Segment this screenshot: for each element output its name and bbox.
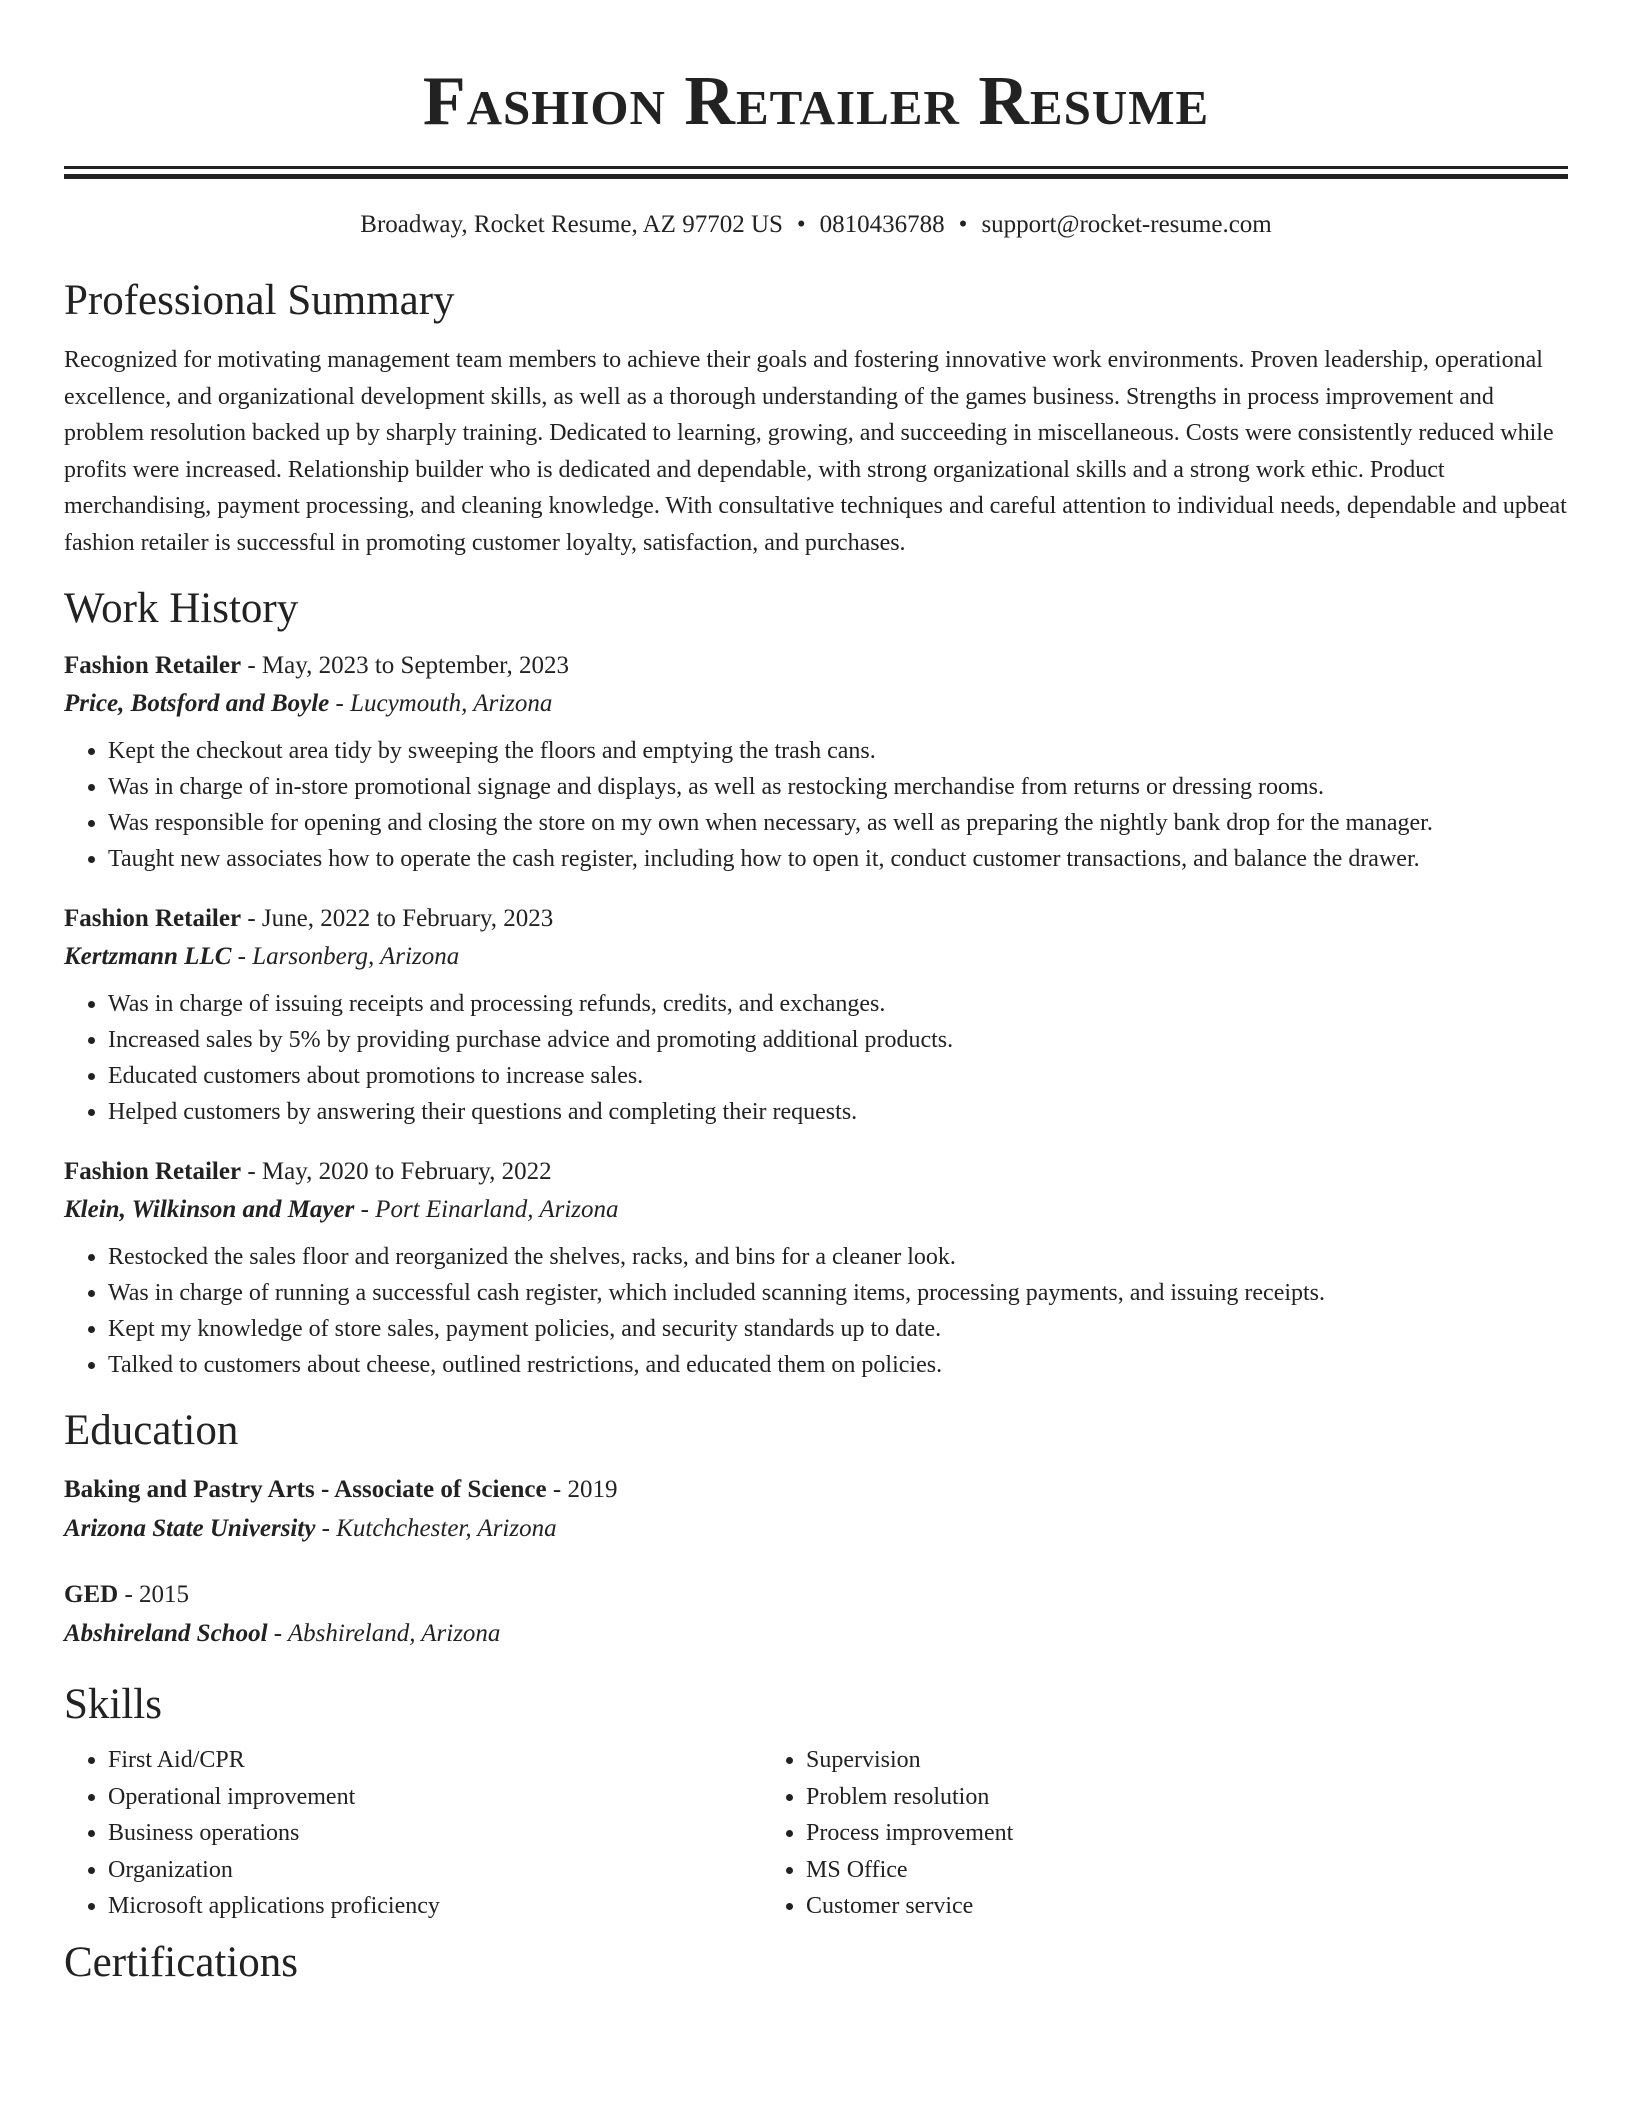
- list-item: • Organization: [108, 1852, 762, 1889]
- skills-list: [64, 1742, 1568, 1925]
- job-dates: - June, 2022 to February, 2023: [241, 905, 554, 932]
- job-location: - Lucymouth, Arizona: [329, 690, 553, 717]
- job-role: Fashion Retailer: [64, 652, 242, 679]
- job-title-line: [64, 647, 1568, 685]
- education-degree: Baking and Pastry Arts - Associate of Science: [64, 1476, 547, 1503]
- skills-heading: Skills: [64, 1681, 162, 1728]
- education-school: Abshireland School: [64, 1620, 268, 1647]
- job-company-line: [64, 685, 1568, 723]
- list-item: • Supervision: [806, 1742, 1462, 1779]
- job-company-line: [64, 938, 1568, 976]
- job-entry: [64, 900, 1568, 1130]
- education-heading: Education: [64, 1407, 239, 1454]
- job-company-line: [64, 1191, 1568, 1229]
- list-item: • Was in charge of in-store promotional signage and displays, as well as restocking merchandise from returns or dressing rooms.: [108, 769, 1568, 805]
- job-dates: - May, 2020 to February, 2022: [241, 1158, 552, 1185]
- job-company: Price, Botsford and Boyle: [64, 690, 330, 717]
- education-year: - 2019: [546, 1476, 618, 1503]
- list-item: • Problem resolution: [806, 1779, 1462, 1816]
- list-item: • Kept the checkout area tidy by sweeping the floors and emptying the trash cans.: [108, 733, 1568, 769]
- job-bullets: [64, 986, 1568, 1130]
- education-location: - Kutchchester, Arizona: [315, 1515, 557, 1542]
- list-item: • Helped customers by answering their questions and completing their requests.: [108, 1094, 1568, 1130]
- job-entry: [64, 647, 1568, 877]
- education-location: - Abshireland, Arizona: [267, 1620, 501, 1647]
- list-item: • Process improvement: [806, 1815, 1462, 1852]
- education-school: Arizona State University: [64, 1515, 316, 1542]
- summary-heading: Professional Summary: [64, 277, 455, 324]
- summary-text: Recognized for motivating management team members to achieve their goals and fostering innovative work environments. Proven leadership, operational excellence, and organizational development skills, as well as a thorough understanding of the games business. Strengths in process improvement and problem resolution backed up by sharply training. Dedicated to learning, growing, and succeeding in miscellaneous. Costs were consistently reduced while profits were increased. Relationship builder who is dedicated and dependable, with strong organizational skills and a strong work ethic. Product merchandising, payment processing, and cleaning knowledge. With consultative techniques and careful attention to individual needs, dependable and upbeat fashion retailer is successful in promoting customer loyalty, satisfaction, and purchases.: [64, 347, 1567, 556]
- job-role: Fashion Retailer: [64, 905, 242, 932]
- job-entry: [64, 1153, 1568, 1383]
- job-role: Fashion Retailer: [64, 1158, 242, 1185]
- list-item: • Microsoft applications proficiency: [108, 1888, 762, 1925]
- list-item: • Taught new associates how to operate the cash register, including how to open it, conduct customer transactions, and balance the drawer.: [108, 841, 1568, 877]
- list-item: • Was responsible for opening and closing the store on my own when necessary, as well as preparing the nightly bank drop for the manager.: [108, 805, 1568, 841]
- list-item: • Was in charge of running a successful cash register, which included scanning items, processing payments, and issuing receipts.: [108, 1275, 1568, 1311]
- education-school-line: [64, 1614, 1568, 1653]
- job-location: - Larsonberg, Arizona: [231, 943, 460, 970]
- contact-phone: 0810436788: [819, 211, 945, 238]
- contact-email: support@rocket-resume.com: [981, 211, 1272, 238]
- certifications-heading: Certifications: [64, 1938, 299, 1986]
- resume-title: Fashion Retailer Resume: [422, 63, 1210, 140]
- contact-line: [64, 209, 1568, 241]
- job-dates: - May, 2023 to September, 2023: [241, 652, 569, 679]
- education-entry: [64, 1575, 1568, 1653]
- job-company: Kertzmann LLC: [64, 943, 232, 970]
- contact-separator: •: [958, 211, 968, 238]
- education-year: - 2015: [118, 1581, 190, 1608]
- list-item: • Customer service: [806, 1888, 1462, 1925]
- job-location: - Port Einarland, Arizona: [354, 1196, 619, 1223]
- skills-column-right: [762, 1742, 1462, 1925]
- job-title-line: [64, 1153, 1568, 1191]
- contact-address: Broadway, Rocket Resume, AZ 97702 US: [360, 211, 783, 238]
- education-degree-line: [64, 1575, 1568, 1614]
- education-school-line: [64, 1509, 1568, 1548]
- list-item: • Increased sales by 5% by providing purchase advice and promoting additional products.: [108, 1022, 1568, 1058]
- list-item: • MS Office: [806, 1852, 1462, 1889]
- job-bullets: [64, 1239, 1568, 1383]
- education-degree-line: [64, 1470, 1568, 1509]
- education-degree: GED: [64, 1581, 119, 1608]
- list-item: • Restocked the sales floor and reorganized the shelves, racks, and bins for a cleaner look.: [108, 1239, 1568, 1275]
- list-item: • First Aid/CPR: [108, 1742, 762, 1779]
- list-item: • Kept my knowledge of store sales, payment policies, and security standards up to date.: [108, 1311, 1568, 1347]
- resume-page: [64, 0, 1568, 1990]
- work-history-heading: Work History: [64, 585, 299, 632]
- job-title-line: [64, 900, 1568, 938]
- list-item: • Was in charge of issuing receipts and processing refunds, credits, and exchanges.: [108, 986, 1568, 1022]
- skills-column-left: [64, 1742, 762, 1925]
- job-bullets: [64, 733, 1568, 877]
- contact-separator: •: [796, 211, 806, 238]
- list-item: • Educated customers about promotions to increase sales.: [108, 1058, 1568, 1094]
- list-item: • Business operations: [108, 1815, 762, 1852]
- title-double-rule: [64, 166, 1568, 179]
- list-item: • Talked to customers about cheese, outlined restrictions, and educated them on policies.: [108, 1347, 1568, 1383]
- list-item: • Operational improvement: [108, 1779, 762, 1816]
- job-company: Klein, Wilkinson and Mayer: [64, 1196, 355, 1223]
- education-entry: [64, 1470, 1568, 1548]
